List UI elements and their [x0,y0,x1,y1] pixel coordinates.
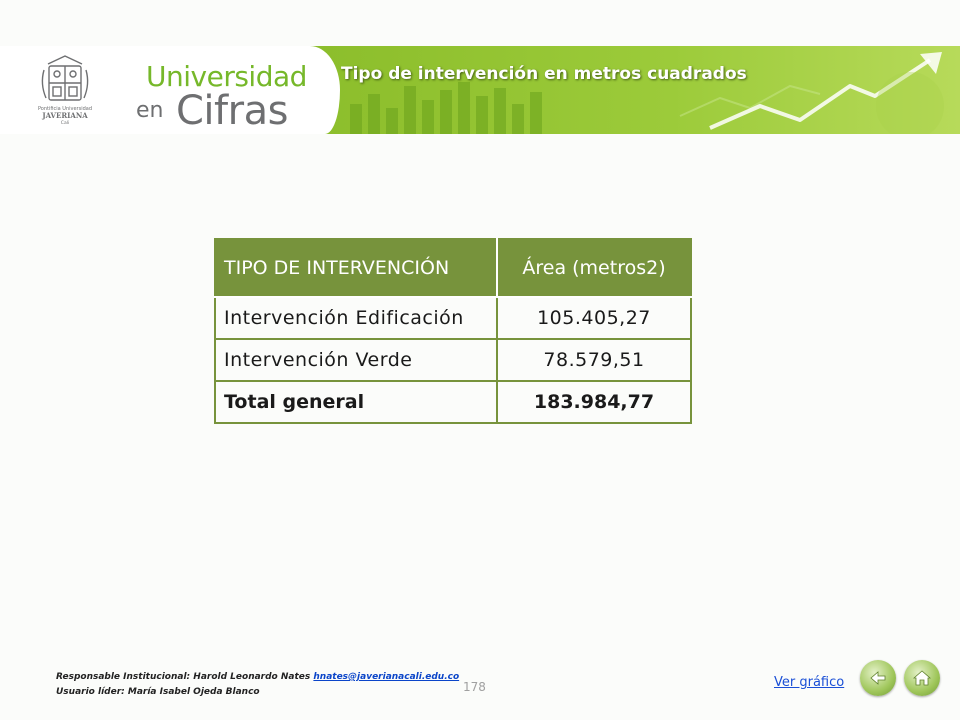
ver-grafico-link[interactable]: Ver gráfico [774,675,845,690]
table-total-row [215,381,691,423]
home-button[interactable] [904,660,940,696]
home-icon [912,668,932,688]
intervention-table [214,238,692,424]
growth-chart-decoration [330,46,960,134]
row-value: 78.579,51 [497,339,691,381]
row-label: Intervención Verde [215,339,497,381]
university-crest-logo [36,54,94,126]
total-value: 183.984,77 [497,381,691,423]
table-row [215,297,691,339]
responsable-label: Responsable Institucional: Harold Leonardo Nates [56,672,311,682]
total-label: Total general [215,381,497,423]
page-title: Tipo de intervención en metros cuadrados [341,64,747,84]
brand-universidad: Universidad [146,60,307,93]
svg-text:Pontificia Universidad: Pontificia Universidad [37,106,93,112]
svg-text:JAVERIANA: JAVERIANA [42,111,88,120]
page-number: 178 [463,680,486,694]
header-area: Área (metros2) [497,239,691,297]
header-tipo-intervencion: TIPO DE INTERVENCIÓN [215,239,497,297]
table-header-row [215,239,691,297]
table-row [215,339,691,381]
row-value: 105.405,27 [497,297,691,339]
brand-cifras: Cifras [176,88,288,134]
usuario-lider: Usuario líder: María Isabel Ojeda Blanco [56,687,260,697]
row-label: Intervención Edificación [215,297,497,339]
svg-text:Cali: Cali [60,121,70,126]
intervention-table-container [214,238,692,424]
back-arrow-icon [868,668,888,688]
footer-credits [56,670,459,700]
back-button[interactable] [860,660,896,696]
responsable-line [56,670,459,685]
brand-en: en [136,98,164,123]
header-banner [0,46,960,134]
responsable-email-link[interactable]: hnates@javerianacali.edu.co [313,672,460,682]
